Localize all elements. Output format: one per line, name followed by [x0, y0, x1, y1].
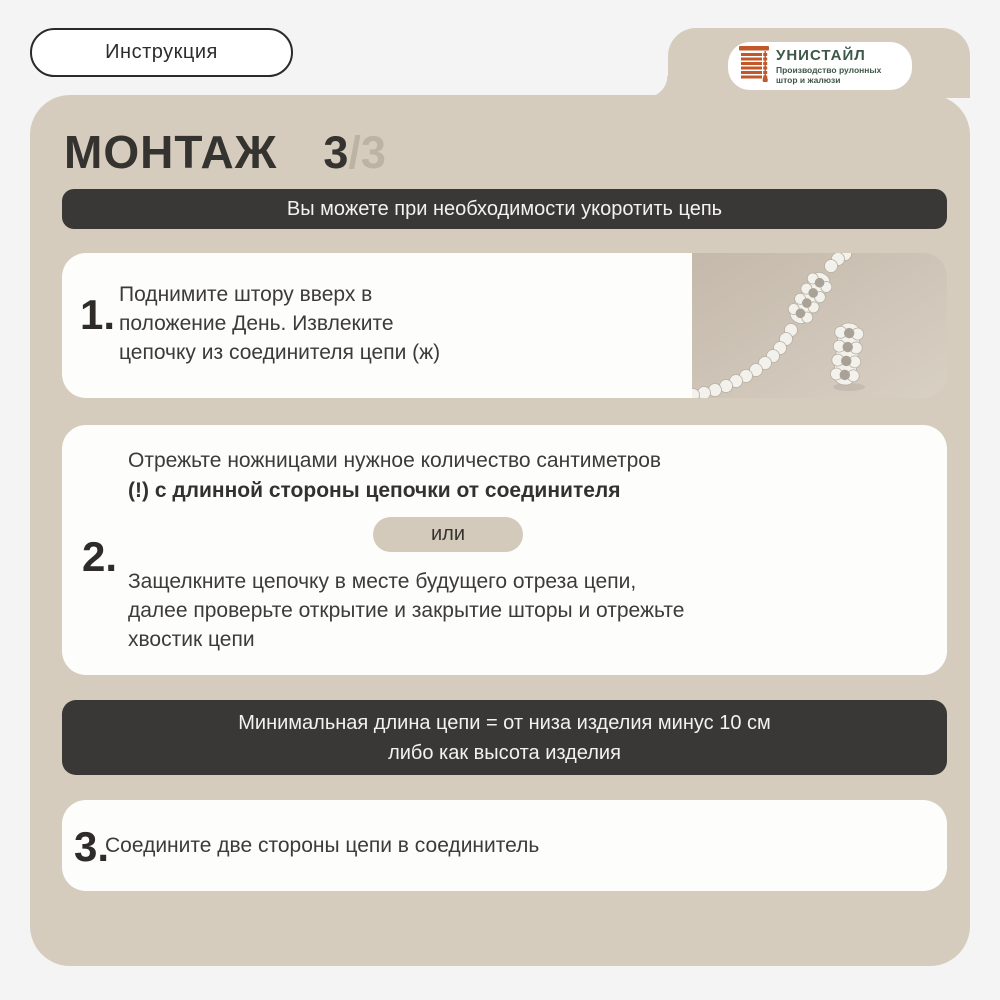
step-2-card	[62, 425, 947, 675]
chain-photo	[692, 253, 947, 398]
step-2-text-bold: (!) с длинной стороны цепочки от соединителя	[128, 479, 621, 502]
step-3-card	[62, 800, 947, 891]
blinds-icon	[739, 46, 769, 87]
step-1-number: 1.	[80, 291, 116, 338]
brand-logo	[728, 42, 912, 90]
brand-subtitle-line1: Производство рулонных	[776, 64, 882, 75]
step-1-row	[62, 253, 947, 398]
step-2-text-alt: Защелкните цепочку в месте будущего отреза цепи, далее проверьте открытие и закрытие шторы и отрежьте хвостик цепи	[128, 570, 685, 651]
step-3-number: 3.	[74, 823, 110, 870]
banner-min-length	[62, 700, 947, 775]
step-1-card	[62, 253, 692, 398]
brand-text	[776, 48, 881, 85]
banner-min-length-line2: либо как высота изделия	[388, 741, 621, 764]
page-title: МОНТАЖ	[64, 126, 278, 178]
banner-shorten-chain	[62, 189, 947, 229]
page-number	[323, 127, 386, 179]
instruction-tab-button[interactable]	[30, 28, 293, 77]
brand-subtitle-line2: штор и жалюзи	[776, 74, 841, 85]
or-divider-label: или	[430, 523, 465, 545]
page-number-total: 3	[360, 127, 386, 178]
main-card	[30, 95, 970, 966]
page-number-separator: /	[348, 127, 361, 178]
banner-min-length-line1: Минимальная длина цепи = от низа изделия минус 10 см	[238, 711, 771, 734]
instruction-tab-label: Инструкция	[105, 41, 218, 63]
or-divider	[373, 517, 523, 552]
page-number-current: 3	[323, 127, 349, 178]
banner-shorten-chain-text: Вы можете при необходимости укоротить цепь	[286, 197, 723, 220]
step-3-text: Соедините две стороны цепи в соединитель	[105, 834, 540, 857]
brand-name: УНИСТАЙЛ	[776, 46, 866, 64]
step-1-text: Поднимите штору вверх в положение День. Извлеките цепочку из соединителя цепи (ж)	[119, 283, 441, 364]
step-2-text-intro: Отрежьте ножницами нужное количество сантиметров	[128, 449, 662, 472]
logo-tab	[668, 28, 970, 98]
title-row	[64, 125, 386, 179]
step-2-number: 2.	[82, 533, 118, 580]
